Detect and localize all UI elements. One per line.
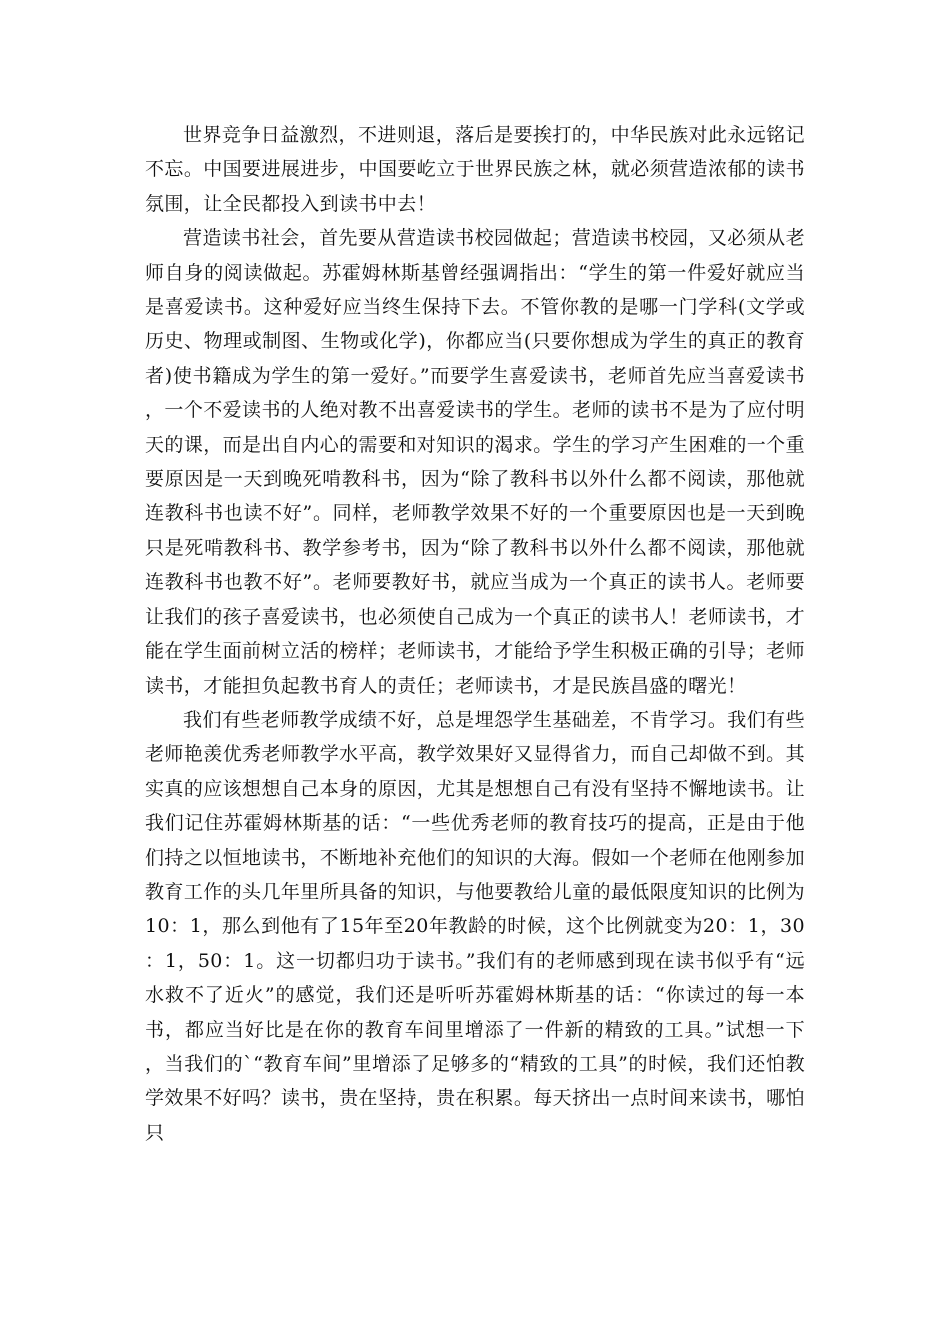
document-body xyxy=(145,118,805,1150)
paragraph-1: 世界竞争日益激烈，不进则退，落后是要挨打的，中华民族对此永远铭记不忘。中国要进展进步，中国要屹立于世界民族之林，就必须营造浓郁的读书氛围，让全民都投入到读书中去！ xyxy=(145,124,805,215)
paragraph-3: 我们有些老师教学成绩不好，总是埋怨学生基础差，不肯学习。我们有些老师艳羡优秀老师教学水平高，教学效果好又显得省力，而自己却做不到。其实真的应该想想自己本身的原因，尤其是想想自己有没有坚持不懈地读书。让我们记住苏霍姆林斯基的话：“一些优秀老师的教育技巧的提高，正是由于他们持之以恒地读书，不断地补充他们的知识的大海。假如一个老师在他刚参加教育工作的头几年里所具备的知识，与他要教给儿童的最低限度知识的比例为10：1，那么到他有了15年至20年教龄的时候，这个比例就变为20：1，30：1，50：1。这一切都归功于读书。”我们有的老师感到现在读书似乎有“远水救不了近火”的感觉，我们还是听听苏霍姆林斯基的话：“你读过的每一本书，都应当好比是在你的教育车间里增添了一件新的精致的工具。”试想一下，当我们的`“教育车间”里增添了足够多的“精致的工具”的时候，我们还怕教学效果不好吗？读书，贵在坚持，贵在积累。每天挤出一点时间来读书，哪怕只 xyxy=(145,708,805,1144)
paragraph-2: 营造读书社会，首先要从营造读书校园做起；营造读书校园，又必须从老师自身的阅读做起。苏霍姆林斯基曾经强调指出：“学生的第一件爱好就应当是喜爱读书。这种爱好应当终生保持下去。不管你教的是哪一门学科(文学或历史、物理或制图、生物或化学)，你都应当(只要你想成为学生的真正的教育者)使书籍成为学生的第一爱好。”而要学生喜爱读书，老师首先应当喜爱读书，一个不爱读书的人绝对教不出喜爱读书的学生。老师的读书不是为了应付明天的课，而是出自内心的需要和对知识的渴求。学生的学习产生困难的一个重要原因是一天到晚死啃教科书，因为“除了教科书以外什么都不阅读，那他就连教科书也读不好”。同样，老师教学效果不好的一个重要原因也是一天到晚只是死啃教科书、教学参考书，因为“除了教科书以外什么都不阅读，那他就连教科书也教不好”。老师要教好书，就应当成为一个真正的读书人。老师要让我们的孩子喜爱读书，也必须使自己成为一个真正的读书人！老师读书，才能在学生面前树立活的榜样；老师读书，才能给予学生积极正确的引导；老师读书，才能担负起教书育人的责任；老师读书，才是民族昌盛的曙光！ xyxy=(145,227,805,697)
